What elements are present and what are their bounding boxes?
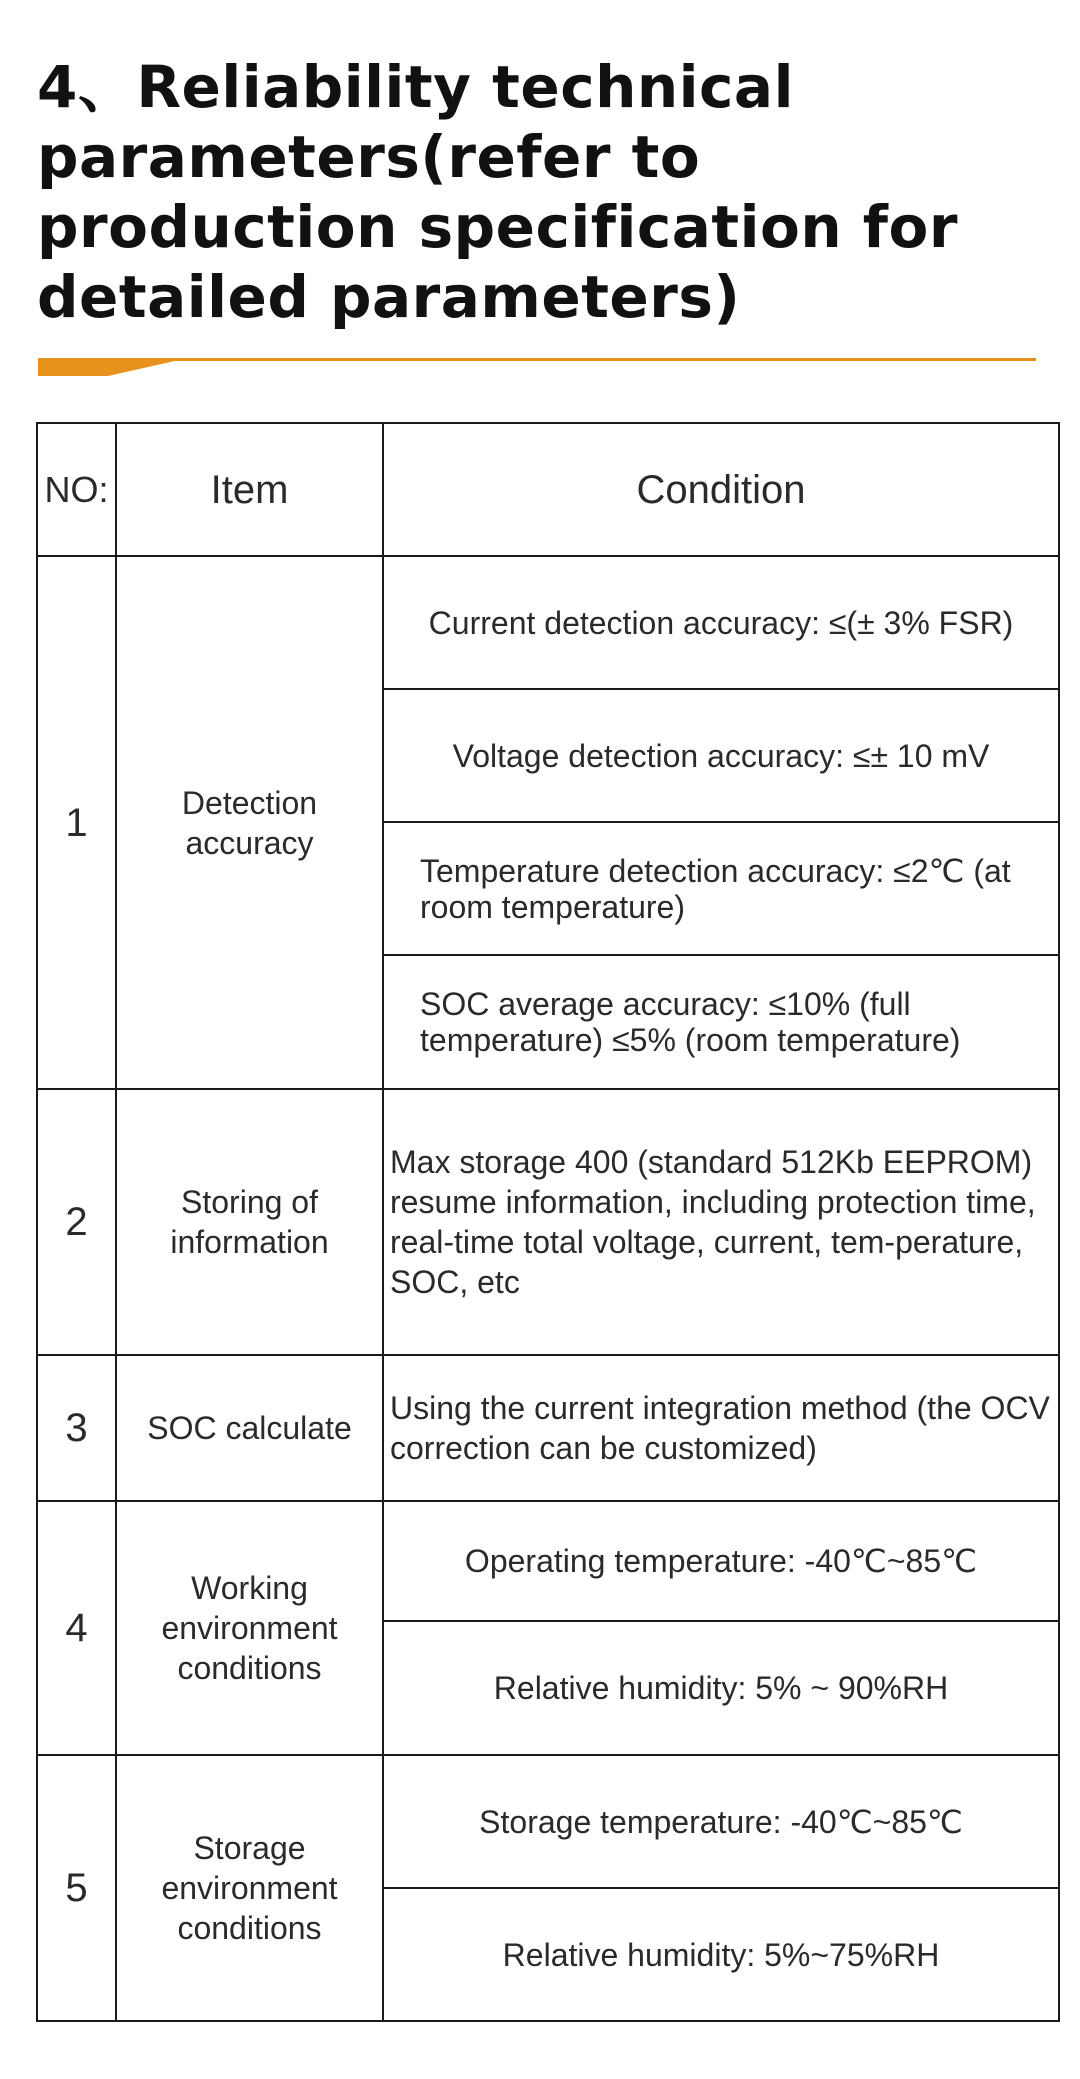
row-item: Storage environment conditions [116, 1755, 383, 2021]
row-condition: Max storage 400 (standard 512Kb EEPROM) resume information, including protection time, real-time total voltage, current, tem-perature, SOC, etc [383, 1089, 1059, 1355]
row-number: 3 [37, 1355, 116, 1501]
table-row [37, 1355, 1059, 1501]
table-row [37, 1089, 1059, 1355]
header-no: NO: [37, 423, 116, 556]
row-condition: Voltage detection accuracy: ≤± 10 mV [383, 689, 1059, 822]
header-condition: Condition [383, 423, 1059, 556]
reliability-parameters-table [36, 422, 1060, 2022]
row-item: Detection accuracy [116, 556, 383, 1089]
header-item: Item [116, 423, 383, 556]
row-condition: SOC average accuracy: ≤10% (full temperature) ≤5% (room temperature) [383, 955, 1059, 1089]
row-condition: Using the current integration method (the OCV correction can be customized) [383, 1355, 1059, 1501]
row-condition: Current detection accuracy: ≤(± 3% FSR) [383, 556, 1059, 689]
row-condition: Temperature detection accuracy: ≤2℃ (at room temperature) [383, 822, 1059, 955]
row-number: 1 [37, 556, 116, 1089]
table-header-row [37, 423, 1059, 556]
row-number: 5 [37, 1755, 116, 2021]
table-row [37, 556, 1059, 689]
row-condition: Relative humidity: 5% ~ 90%RH [383, 1621, 1059, 1755]
row-item: SOC calculate [116, 1355, 383, 1501]
row-item: Working environment conditions [116, 1501, 383, 1755]
page-title: 4、Reliability technical parameters(refer to production specification for detailed parameters) [37, 53, 958, 331]
table-row [37, 1501, 1059, 1621]
row-condition: Operating temperature: -40℃~85℃ [383, 1501, 1059, 1621]
row-item: Storing of information [116, 1089, 383, 1355]
table-row [37, 1755, 1059, 1888]
row-condition: Storage temperature: -40℃~85℃ [383, 1755, 1059, 1888]
row-number: 4 [37, 1501, 116, 1755]
row-number: 2 [37, 1089, 116, 1355]
row-condition: Relative humidity: 5%~75%RH [383, 1888, 1059, 2021]
title-underline-divider [38, 358, 1036, 376]
